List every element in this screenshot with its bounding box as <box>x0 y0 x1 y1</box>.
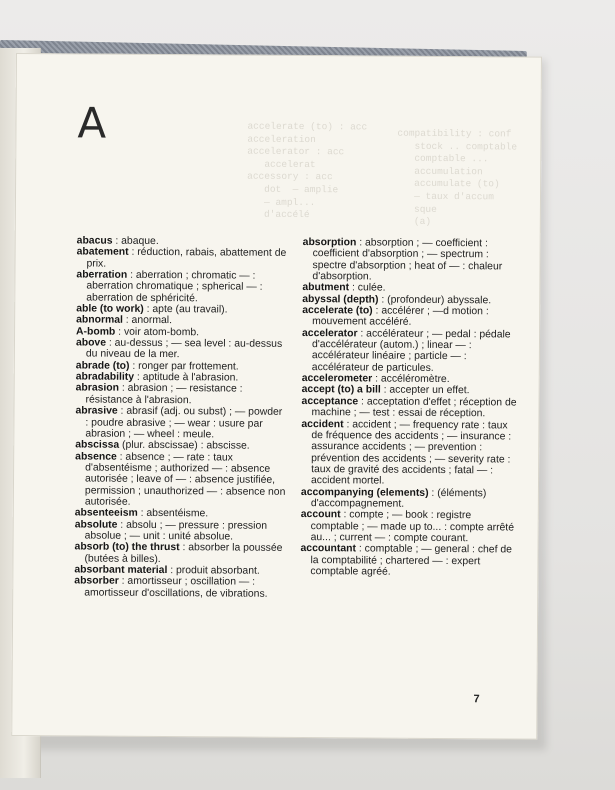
entry-term: abutment <box>302 282 350 294</box>
entry-definition: : réduction, rabais, abattement de prix. <box>86 247 287 270</box>
entry-definition: : accepter un effet. <box>380 385 470 397</box>
entry-term: accelerometer <box>301 373 373 385</box>
entry-term: abrasion <box>75 382 120 395</box>
entry-definition: : accélérer ; —d motion : mouvement accéléré. <box>312 305 489 329</box>
entry-definition: : voir atom-bomb. <box>115 326 200 339</box>
dictionary-entry <box>74 542 286 566</box>
entry-term: acceptance <box>301 395 359 408</box>
entry-term: absorption <box>302 237 357 249</box>
dictionary-page <box>11 53 542 740</box>
entry-definition: : au-dessus ; — sea level : au-dessus du niveau de la mer. <box>85 337 283 361</box>
entry-definition: : abrasion ; — resistance : résistance à l'abrasion. <box>85 383 243 407</box>
dictionary-entry <box>76 269 288 305</box>
entry-definition: : apte (au travail). <box>143 303 228 316</box>
entry-term: absorber <box>74 575 119 588</box>
entry-term: able (to work) <box>76 303 144 315</box>
entry-term: absenteeism <box>74 507 138 520</box>
entry-term: A-bomb <box>76 326 116 338</box>
dictionary-entry <box>301 487 519 511</box>
entry-term: accompanying (elements) <box>300 486 429 499</box>
entry-definition: : absence ; — rate : taux d'absentéisme ; authorized — : absence autorisée ; leave of — : absence justifiée, permission ; unauthorized — : absence non autorisée. <box>84 451 286 508</box>
dictionary-entry <box>76 338 288 362</box>
entry-definition: : absentéisme. <box>137 508 209 520</box>
entry-definition: : (éléments) d'accompagnement. <box>310 487 487 510</box>
entry-term: accelerator <box>302 327 358 340</box>
entry-definition: : comptable ; — general : chef de la comptabilité ; chartered — : expert comptable agréé. <box>310 543 512 578</box>
entry-term: abrade (to) <box>75 360 130 372</box>
entry-term: absolute <box>74 519 118 531</box>
entry-term: abacus <box>76 235 113 247</box>
entry-term: abrasive <box>75 405 118 417</box>
entry-definition: : (profondeur) abyssale. <box>378 294 492 307</box>
dictionary-entry <box>75 451 287 509</box>
entry-term: abatement <box>76 246 129 259</box>
entry-definition: : amortisseur ; oscillation — : amortisseur d'oscillations, de vibrations. <box>84 576 268 600</box>
entry-definition: : produit absorbant. <box>167 565 260 577</box>
entry-definition: : abaque. <box>112 235 159 248</box>
entry-definition: : ronger par frottement. <box>129 360 239 373</box>
entry-definition: : culée. <box>349 282 386 294</box>
entry-term: abnormal <box>76 314 123 327</box>
entry-term: accident <box>301 418 344 430</box>
dictionary-entry <box>75 519 287 543</box>
dictionary-entry <box>301 396 519 420</box>
bleed-through-text-2: compatibility : conf stock .. comptable comptable ... accumulation accumulate (to) — taux d'accum sque (a) <box>396 127 518 228</box>
entry-definition: : anormal. <box>122 315 173 327</box>
entry-definition: : acceptation d'effet ; réception de machine ; — test : essai de réception. <box>311 396 517 420</box>
dictionary-entry <box>302 305 520 329</box>
entry-definition: : accident ; — frequency rate : taux de fréquence des accidents ; — insurance : assurance accidents ; — prevention : prévention des accidents ; — severity rate : taux de gravité des accidents ; fatal — : accident mortel. <box>310 418 512 487</box>
page-number: 7 <box>473 693 480 706</box>
entry-term: accelerate (to) <box>302 305 373 317</box>
left-column <box>74 235 289 599</box>
entry-term: accountant <box>300 543 357 555</box>
entry-term: abscissa <box>75 439 120 451</box>
dictionary-entry <box>74 576 286 600</box>
bleed-through-text-1: accelerate (to) : acc acceleration accelerator : acc accelerat accessory : acc dot — amplie — ampl... d'accélé <box>246 120 368 221</box>
dictionary-entry <box>301 419 519 489</box>
dictionary-entry <box>302 328 520 375</box>
entry-definition: : absorption ; — coefficient : coefficient d'absorption ; — spectrum : spectre d'absorption ; heat of — : chaleur d'absorption. <box>312 237 503 283</box>
entry-definition: : absolu ; — pressure : pression absolue ; — unit : unité absolue. <box>84 519 268 543</box>
entry-term: abradability <box>75 371 135 383</box>
dictionary-entry <box>300 543 518 579</box>
dictionary-entry <box>301 509 519 545</box>
entry-term: absence <box>75 450 117 463</box>
entry-definition: (plur. abscissae) : abscisse. <box>119 439 250 452</box>
entry-term: abyssal (depth) <box>302 293 379 306</box>
section-letter: A <box>77 98 107 148</box>
entry-term: absorb (to) the thrust <box>74 541 180 554</box>
entry-definition: : absorber la poussée (butées à billes). <box>84 542 283 565</box>
entry-definition: : accéléromètre. <box>372 373 450 386</box>
entry-term: absorbant material <box>74 564 168 577</box>
entry-definition: : accélérateur ; — pedal : pédale d'accélérateur (autom.) ; linear — : accélérateur linéaire ; particle — : accélérateur de particules. <box>311 328 511 374</box>
entry-term: accept (to) a bill <box>301 384 381 397</box>
entry-term: aberration <box>76 269 128 281</box>
entry-definition: : compte ; — book : registre comptable ; — made up to... : compte arrêté au... ; current — : compte courant. <box>310 509 515 545</box>
dictionary-entry <box>76 383 288 407</box>
dictionary-entry <box>75 406 287 442</box>
entry-definition: : aberration ; chromatic — : aberration chromatique ; spherical — : aberration de sphéricité. <box>86 269 263 304</box>
dictionary-entry <box>76 247 288 271</box>
right-column <box>300 237 520 579</box>
entry-definition: : abrasif (adj. ou subst) ; — powder : poudre abrasive ; — wear : usure par abrasion ; — wheel : meule. <box>85 405 283 441</box>
entry-definition: : aptitude à l'abrasion. <box>134 371 239 384</box>
entry-term: above <box>75 337 107 349</box>
entry-term: account <box>300 509 341 521</box>
dictionary-entry <box>302 237 520 284</box>
